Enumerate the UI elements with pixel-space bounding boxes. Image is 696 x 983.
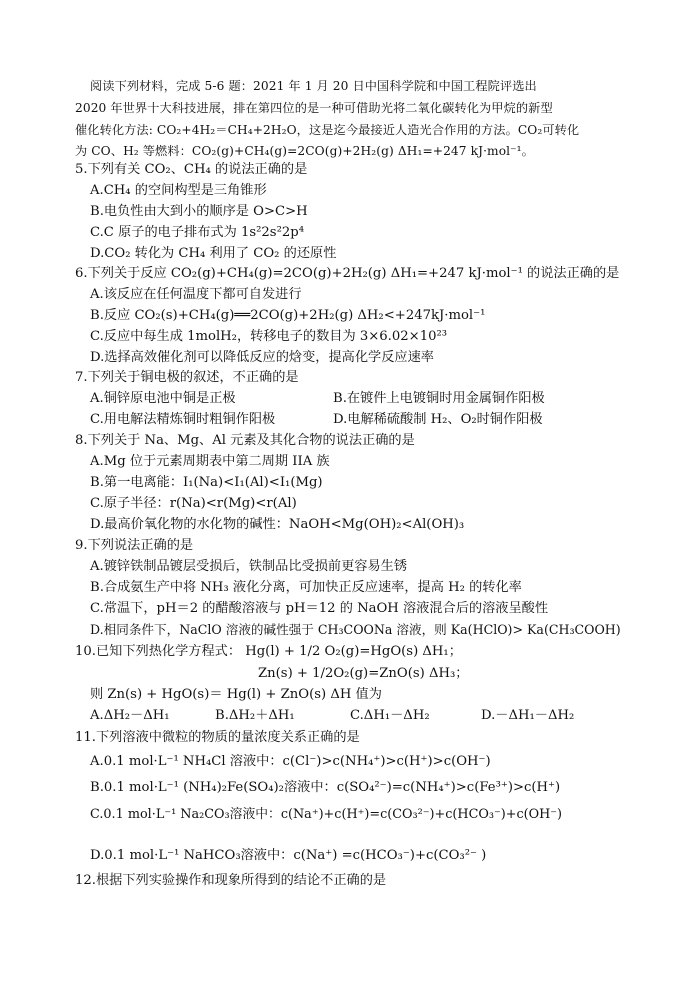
q10-option-d: D.－ΔH₁－ΔH₂ bbox=[481, 708, 575, 723]
question-10-stem: 10.已知下列热化学方程式： Hg(l) + 1/2 O₂(g)=HgO(s) ΔH₁； bbox=[75, 644, 462, 659]
question-9-stem: 9.下列说法正确的是 bbox=[75, 538, 194, 553]
q7-option-c: C.用电解法精炼铜时粗铜作阳极 bbox=[90, 412, 276, 427]
intro-line-2: 2020 年世界十大科技进展，排在第四位的是一种可借助光将二氧化碳转化为甲烷的新型 bbox=[75, 101, 553, 115]
q7-option-d: D.电解稀硫酸制 H₂、O₂时铜作阳极 bbox=[333, 412, 543, 427]
q10-option-c: C.ΔH₁－ΔH₂ bbox=[350, 708, 430, 723]
question-10-prompt: 则 Zn(s) + HgO(s)＝ Hg(l) + ZnO(s) ΔH 值为 bbox=[90, 687, 382, 702]
q8-option-d: D.最高价氧化物的水化物的碱性：NaOH<Mg(OH)₂<Al(OH)₃ bbox=[90, 517, 465, 532]
q11-option-a: A.0.1 mol·L⁻¹ NH₄Cl 溶液中：c(Cl⁻)>c(NH₄⁺)>c(H⁺)>c(OH⁻) bbox=[90, 754, 491, 769]
q6-option-a: A.该反应在任何温度下都可自发进行 bbox=[90, 287, 302, 302]
q11-option-d: D.0.1 mol·L⁻¹ NaHCO₃溶液中：c(Na⁺) =c(HCO₃⁻)+c(CO₃²⁻ ) bbox=[90, 848, 487, 863]
q6-option-c: C.反应中每生成 1molH₂，转移电子的数目为 3×6.02×10²³ bbox=[90, 329, 448, 344]
q10-option-a: A.ΔH₂－ΔH₁ bbox=[90, 708, 170, 723]
q9-option-d: D.相同条件下，NaClO 溶液的碱性强于 CH₃COONa 溶液，则 Ka(HClO)> Ka(CH₃COOH) bbox=[90, 622, 621, 637]
q9-option-b: B.合成氨生产中将 NH₃ 液化分离，可加快正反应速率，提高 H₂ 的转化率 bbox=[90, 580, 522, 595]
q5-option-a: A.CH₄ 的空间构型是三角锥形 bbox=[90, 183, 267, 198]
intro-line-4: 为 CO、H₂ 等燃料：CO₂(g)+CH₄(g)=2CO(g)+2H₂(g) ΔH₁=+247 kJ·mol⁻¹。 bbox=[75, 144, 534, 158]
question-5-stem: 5.下列有关 CO₂、CH₄ 的说法正确的是 bbox=[75, 162, 308, 177]
q8-option-b: B.第一电离能：I₁(Na)<I₁(Al)<I₁(Mg) bbox=[90, 475, 323, 490]
question-7-stem: 7.下列关于铜电极的叙述，不正确的是 bbox=[75, 370, 299, 385]
question-6-stem: 6.下列关于反应 CO₂(g)+CH₄(g)=2CO(g)+2H₂(g) ΔH₁=+247 kJ·mol⁻¹ 的说法正确的是 bbox=[75, 266, 620, 281]
q9-option-a: A.镀锌铁制品镀层受损后，铁制品比受损前更容易生锈 bbox=[90, 559, 408, 574]
intro-line-3: 催化转化方法: CO₂+4H₂＝CH₄+2H₂O，这是迄今最接近人造光合作用的方法。CO₂可转化 bbox=[75, 123, 580, 137]
q10-option-b: B.ΔH₂＋ΔH₁ bbox=[215, 708, 295, 723]
q11-option-c: C.0.1 mol·L⁻¹ Na₂CO₃溶液中：c(Na⁺)+c(H⁺)=c(CO₃²⁻)+c(HCO₃⁻)+c(OH⁻) bbox=[90, 807, 563, 822]
q9-option-c: C.常温下，pH＝2 的醋酸溶液与 pH＝12 的 NaOH 溶液混合后的溶液呈酸性 bbox=[90, 601, 549, 616]
q5-option-c: C.C 原子的电子排布式为 1s²2s²2p⁴ bbox=[90, 225, 304, 240]
q11-option-b: B.0.1 mol·L⁻¹ (NH₄)₂Fe(SO₄)₂溶液中：c(SO₄²⁻)=c(NH₄⁺)>c(Fe³⁺)>c(H⁺) bbox=[90, 780, 561, 795]
q5-option-b: B.电负性由大到小的顺序是 O>C>H bbox=[90, 204, 308, 219]
q5-option-d: D.CO₂ 转化为 CH₄ 利用了 CO₂ 的还原性 bbox=[90, 246, 337, 261]
q7-option-a: A.铜锌原电池中铜是正极 bbox=[90, 391, 236, 406]
q8-option-c: C.原子半径：r(Na)<r(Mg)<r(Al) bbox=[90, 496, 297, 511]
intro-line-1: 阅读下列材料，完成 5-6 题：2021 年 1 月 20 日中国科学院和中国工程院评选出 bbox=[90, 79, 537, 93]
question-12-stem: 12.根据下列实验操作和现象所得到的结论不正确的是 bbox=[75, 873, 387, 888]
q7-option-b: B.在镀件上电镀铜时用金属铜作阳极 bbox=[333, 391, 545, 406]
q6-option-d: D.选择高效催化剂可以降低反应的焓变，提高化学反应速率 bbox=[90, 350, 434, 365]
question-10-equation-2: Zn(s) + 1/2O₂(g)=ZnO(s) ΔH₃； bbox=[258, 666, 469, 681]
question-8-stem: 8.下列关于 Na、Mg、Al 元素及其化合物的说法正确的是 bbox=[75, 433, 415, 448]
question-11-stem: 11.下列溶液中微粒的物质的量浓度关系正确的是 bbox=[75, 730, 360, 745]
q8-option-a: A.Mg 位于元素周期表中第二周期 IIA 族 bbox=[90, 454, 330, 469]
q6-option-b: B.反应 CO₂(s)+CH₄(g)══2CO(g)+2H₂(g) ΔH₂<+247kJ·mol⁻¹ bbox=[90, 308, 486, 323]
